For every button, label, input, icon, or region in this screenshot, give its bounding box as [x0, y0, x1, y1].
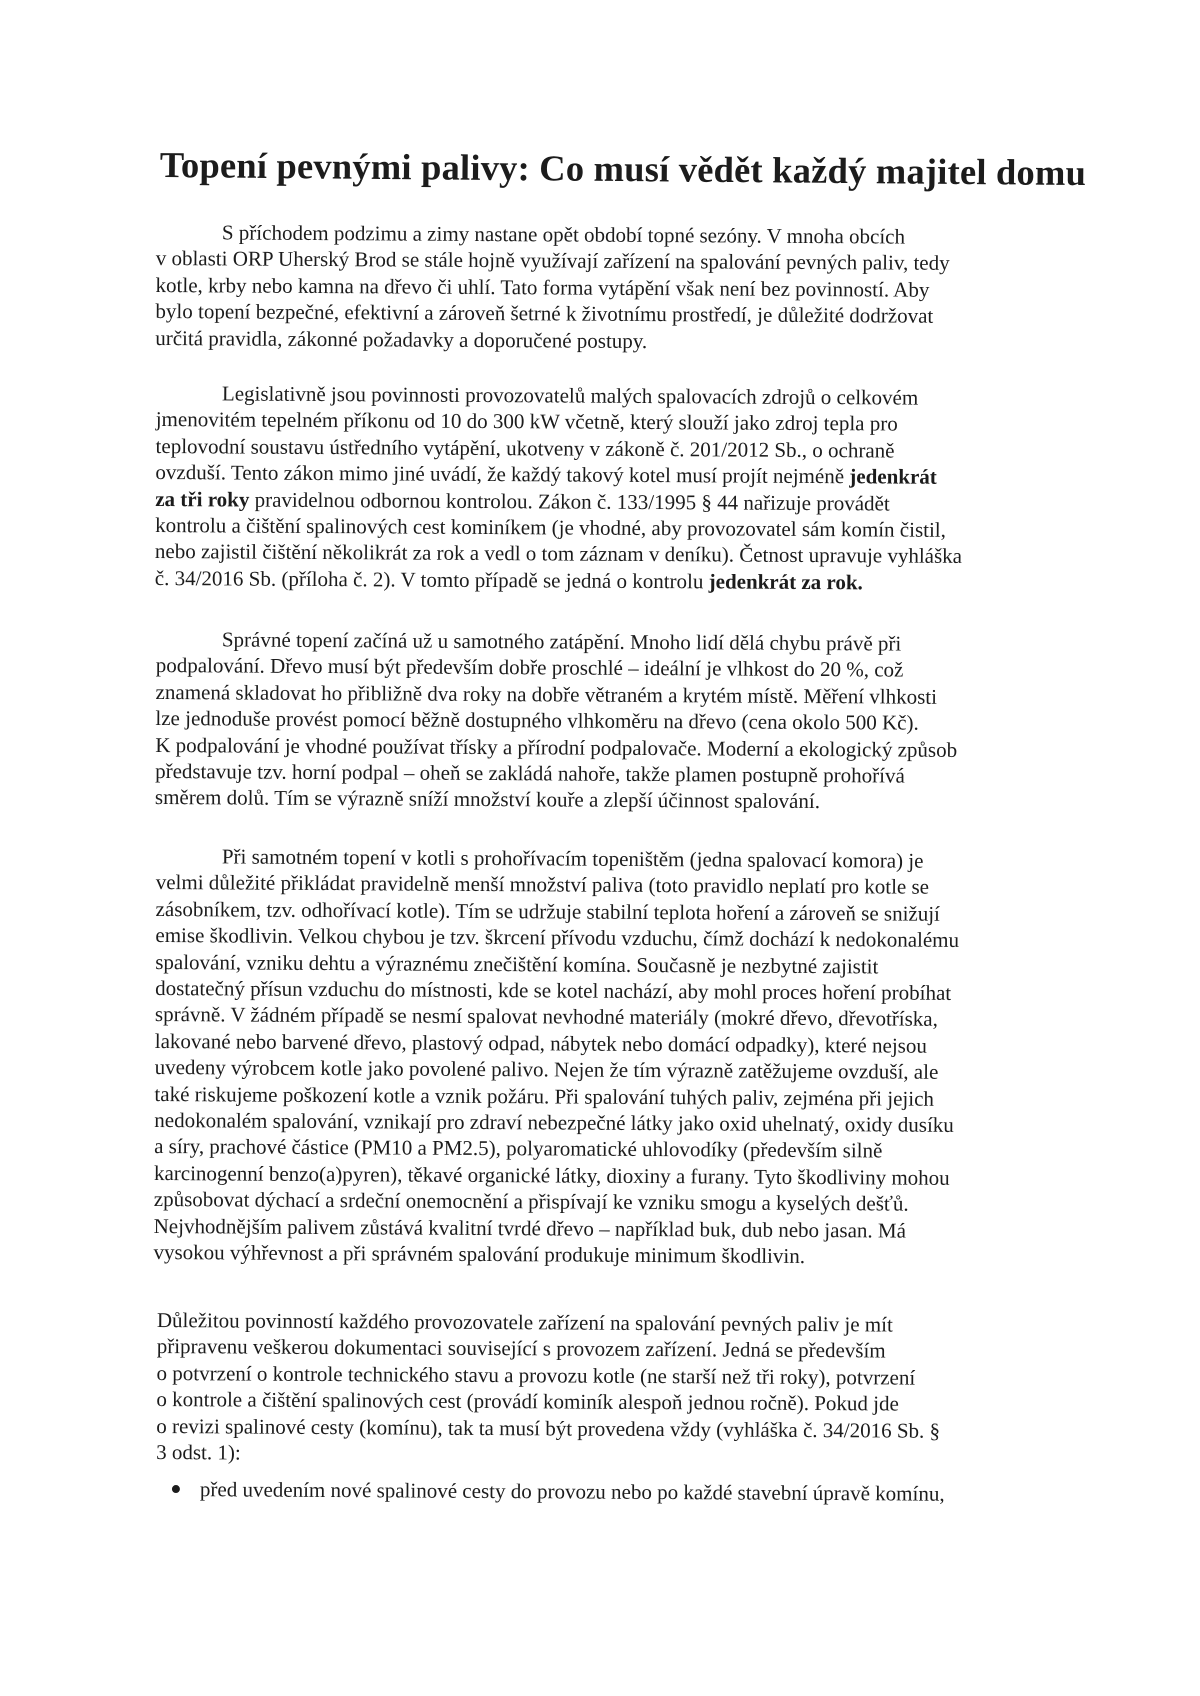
- text-line: Při samotném topení v kotli s prohořívacím topeništěm (jedna spalovací komora) je: [221, 844, 924, 873]
- text-line: znamená skladovat ho přibližně dva roky na dobře větraném a krytém místě. Měření vlhkosti: [155, 679, 938, 709]
- text-line: Důležitou povinností každého provozovatele zařízení na spalování pevných paliv je mít: [156, 1308, 893, 1337]
- text-line: kontrolu a čištění spalinových cest kominíkem (je vhodné, aby provozovatel sám komín čistil,: [155, 513, 947, 542]
- text-line: o kontrole a čištění spalinových cest (provádí kominík alespoň jednou ročně). Pokud jde: [156, 1387, 899, 1416]
- bold-text: jedenkrát: [849, 464, 937, 489]
- paragraph-kindling: [155, 626, 1036, 816]
- paragraph-heating: [153, 843, 1036, 1271]
- bold-text: jedenkrát za rok.: [708, 569, 863, 595]
- bullet-list: [170, 1476, 1050, 1508]
- text-line: o revizi spalinové cesty (komínu), tak ta musí být provedena vždy (vyhláška č. 34/2016 Sb. §: [156, 1413, 941, 1443]
- text-line: nedokonalém spalování, vznikají pro zdraví nebezpečné látky jako oxid uhelnatý, oxidy dusíku: [154, 1108, 954, 1137]
- list-item-text: před uvedením nové spalinové cesty do provozu nebo po každé stavební úpravě komínu,: [199, 1477, 945, 1506]
- text-line: karcinogenní benzo(a)pyren), těkavé organické látky, dioxiny a furany. Tyto škodliviny mohou: [153, 1160, 950, 1190]
- text-line: S příchodem podzimu a zimy nastane opět období topné sezóny. V mnoha obcích: [221, 220, 906, 249]
- text-line: také riskujeme poškození kotle a vznik požáru. Při spalování tuhých paliv, zejména při jejich: [154, 1081, 935, 1111]
- paragraph-documentation: [156, 1307, 1037, 1471]
- text-line: připravenu veškerou dokumentaci související s provozem zařízení. Jedná se především: [156, 1334, 886, 1363]
- text-line: [155, 565, 1035, 597]
- text-line: podpalování. Dřevo musí být především dobře proschlé – ideální je vlhkost do 20 %, což: [155, 653, 904, 682]
- page-title: Topení pevnými palivy: Co musí vědět každý majitel domu: [159, 143, 1087, 194]
- text-line: způsobovat dýchací a srdeční onemocnění a přispívají ke vzniku smogu a kyselých dešťů.: [153, 1187, 909, 1216]
- text-line: Nejvhodnějším palivem zůstává kvalitní tvrdé dřevo – například buk, dub nebo jasan. Má: [153, 1213, 907, 1243]
- text-line: představuje tzv. horní podpal – oheň se zakládá nahoře, takže plamen postupně prohořívá: [155, 759, 905, 788]
- paragraph-intro: [155, 219, 1036, 356]
- text-line: určitá pravidla, zákonné požadavky a doporučené postupy.: [155, 325, 648, 353]
- text-line: Legislativně jsou povinnosti provozovatelů malých spalovacích zdrojů o celkovém: [221, 381, 919, 410]
- text-line: uvedeny výrobcem kotle jako povolené palivo. Nejen že tím výrazně zatěžujeme ovzduší, ale: [154, 1055, 939, 1085]
- text-line: spalování, vzniku dehtu a výraznému znečištění komína. Současně je nezbytné zajistit: [155, 949, 879, 979]
- text-line: v oblasti ORP Uherský Brod se stále hojně využívají zařízení na spalování pevných paliv, tedy: [155, 246, 950, 276]
- text-line: vysokou výhřevnost a při správném spalování produkuje minimum škodlivin.: [153, 1240, 806, 1269]
- text-line: lakované nebo barvené dřevo, plastový odpad, nábytek nebo domácí odpadky), které nejsou: [154, 1028, 927, 1058]
- bold-text: za tři roky: [155, 486, 250, 512]
- text-line: a síry, prachové částice (PM10 a PM2.5), polyaromatické uhlovodíky (především silně: [154, 1134, 883, 1163]
- paragraph-legislation: [155, 380, 1036, 597]
- text-line: bylo topení bezpečné, efektivní a zároveň šetrné k životnímu prostředí, je důležité dodržovat: [155, 299, 934, 328]
- text-line: lze jednoduše provést pomocí běžně dostupného vlhkoměru na dřevo (cena okolo 500 Kč).: [155, 706, 919, 735]
- text-segment: č. 34/2016 Sb. (příloha č. 2). V tomto případě se jedná o kontrolu: [154, 565, 704, 594]
- text-line: směrem dolů. Tím se výrazně sníží množství kouře a zlepší účinnost spalování.: [154, 785, 821, 814]
- text-line: o potvrzení o kontrole technického stavu a provozu kotle (ne starší než tři roky), potvrzení: [156, 1360, 916, 1390]
- text-line: jmenovitém tepelném příkonu od 10 do 300 kW včetně, který slouží jako zdroj tepla pro: [155, 407, 898, 436]
- bullet-icon: [172, 1485, 180, 1493]
- text-segment: ovzduší. Tento zákon mimo jiné uvádí, že každý takový kotel musí projít nejméně: [155, 460, 845, 489]
- text-segment: pravidelnou odbornou kontrolou. Zákon č. 133/1995 § 44 nařizuje provádět: [249, 487, 890, 516]
- text-line: Správné topení začíná už u samotného zatápění. Mnoho lidí dělá chybu právě při: [221, 627, 902, 656]
- text-line: zásobníkem, tzv. odhořívací kotle). Tím se udržuje stabilní teplota hoření a zároveň se snižují: [155, 896, 941, 926]
- text-line: 3 odst. 1):: [156, 1440, 241, 1465]
- text-line: dostatečný přísun vzduchu do místnosti, kde se kotel nachází, aby mohl proces hoření probíhat: [155, 976, 952, 1005]
- text-line: nebo zajistil čištění několikrát za rok a vedl o tom záznam v deníku). Četnost upravuje vyhláška: [154, 539, 963, 569]
- text-line: teplovodní soustavu ústředního vytápění, ukotveny v zákoně č. 201/2012 Sb., o ochraně: [155, 433, 895, 463]
- text-line: velmi důležité přikládat pravidelně menší množství paliva (toto pravidlo neplatí pro kotle se: [155, 870, 930, 900]
- text-line: K podpalování je vhodné používat třísky a přírodní podpalovače. Moderní a ekologický způsob: [155, 732, 958, 762]
- text-line: správně. V žádném případě se nesmí spalovat nevhodné materiály (mokré dřevo, dřevotříska,: [154, 1002, 938, 1032]
- list-item: [170, 1476, 1050, 1508]
- text-line: emise škodlivin. Velkou chybou je tzv. škrcení přívodu vzduchu, čímž dochází k nedokonalému: [155, 923, 960, 953]
- text-line: kotle, krby nebo kamna na dřevo či uhlí. Tato forma vytápění však není bez povinností. Aby: [155, 272, 930, 302]
